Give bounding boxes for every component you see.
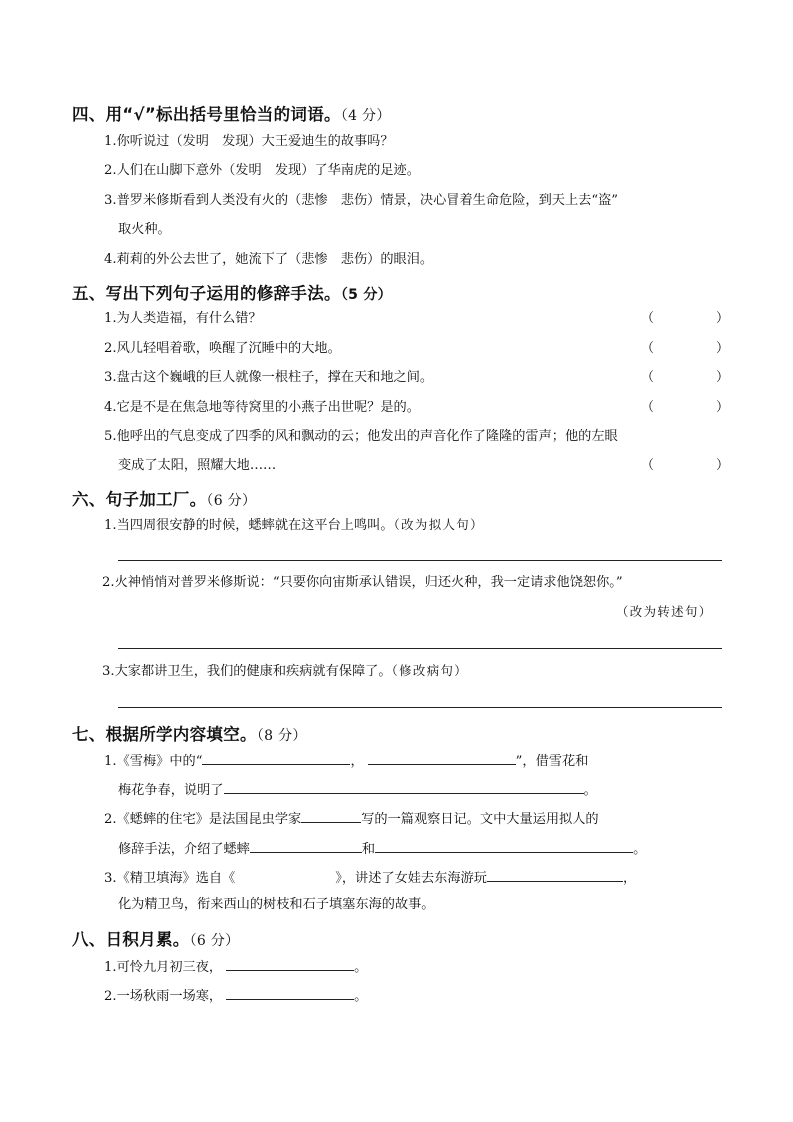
s7-item-1-text-a: 1.《雪梅》中的“ <box>104 754 203 769</box>
s7-item-1-text-e: 。 <box>583 783 597 798</box>
section-7-heading <box>72 721 307 745</box>
s5-item-4: 4.它是不是在焦急地等待窝里的小燕子出世呢？是的。 <box>104 400 420 415</box>
s5-item-2: 2.风儿轻唱着歌，唤醒了沉睡中的大地。 <box>104 341 341 356</box>
section-5-title: 五、写出下列句子运用的修辞手法。 <box>72 284 341 303</box>
s5-item-1: 1.为人类造福，有什么错？ <box>104 311 262 326</box>
s4-item-4: 4.莉莉的外公去世了，她流下了（悲惨 悲伤）的眼泪。 <box>104 252 434 267</box>
s8-item-2-text: 2.一场秋雨一场寒， <box>104 989 223 1004</box>
fill-blank[interactable] <box>202 750 350 765</box>
s7-item-2-cont <box>118 838 646 859</box>
s6-item-3-text: 3.大家都讲卫生，我们的健康和疾病就有保障了。 <box>102 664 392 679</box>
s8-item-1-text: 1.可怜九月初三夜， <box>104 960 223 975</box>
section-8-score: （6 分） <box>189 933 240 949</box>
answer-line[interactable] <box>118 707 722 708</box>
section-7-score: （8 分） <box>256 728 307 744</box>
s7-item-2-text-d: 和 <box>361 842 376 857</box>
s7-item-2-text-b: 写的一篇观察日记。文中大量运用拟人的 <box>361 812 599 827</box>
s7-item-3-text-b: 》，讲述了女娃去东海游玩 <box>335 871 487 886</box>
s7-item-3-text-c: ， <box>622 871 637 886</box>
s7-item-1-text-d: 梅花争春，说明了 <box>118 783 224 798</box>
s4-item-1: 1.你听说过（发明 发现）大王爱迪生的故事吗？ <box>104 134 394 149</box>
s5-item-5: 5.他呼出的气息变成了四季的风和飘动的云；他发出的声音化作了隆隆的雷声；他的左眼 <box>104 429 618 444</box>
fill-blank[interactable] <box>226 985 354 1000</box>
fill-blank[interactable] <box>224 779 584 794</box>
fill-blank[interactable] <box>301 808 361 823</box>
s8-item-2-end: 。 <box>354 989 368 1004</box>
s7-item-1-text-c: ”，借雪花和 <box>515 754 589 769</box>
fill-blank[interactable] <box>375 838 633 853</box>
s7-item-2-text-a: 2.《蟋蟀的住宅》是法国昆虫学家 <box>104 812 302 827</box>
s6-item-2-instruction: （改为转述句） <box>616 604 713 619</box>
s5-item-3: 3.盘古这个巍峨的巨人就像一根柱子，撑在天和地之间。 <box>104 370 434 385</box>
s8-item-2 <box>104 985 367 1006</box>
section-4-title: 四、用“√”标出括号里恰当的词语。 <box>72 105 341 124</box>
answer-paren-open: （ <box>641 370 655 385</box>
s7-item-3 <box>104 867 636 888</box>
s7-item-1-text-b: ， <box>350 754 364 769</box>
answer-line[interactable] <box>118 648 722 649</box>
answer-paren-open: （ <box>641 341 655 356</box>
answer-paren-close: ） <box>716 341 730 356</box>
s4-item-3: 3.普罗米修斯看到人类没有火的（悲惨 悲伤）情景，决心冒着生命危险，到天上去“盗” <box>104 193 618 208</box>
s6-item-1-text: 1.当四周很安静的时候，蟋蟀就在这平台上鸣叫。 <box>104 518 394 533</box>
s7-item-2 <box>104 808 599 829</box>
fill-blank[interactable] <box>487 867 623 882</box>
s7-item-1 <box>104 750 588 771</box>
answer-paren-close: ） <box>716 370 730 385</box>
section-8-heading <box>72 926 239 950</box>
s5-item-5-cont: 变成了太阳，照耀大地…… <box>118 458 277 473</box>
section-4-heading <box>72 101 391 125</box>
s7-item-2-text-e: 。 <box>633 842 647 857</box>
answer-paren-open: （ <box>641 311 655 326</box>
section-4-score: （4 分） <box>340 108 391 124</box>
section-6-score: （6 分） <box>206 493 257 509</box>
s7-item-3-cont: 化为精卫鸟，衔来西山的树枝和石子填塞东海的故事。 <box>118 897 435 912</box>
section-7-title: 七、根据所学内容填空。 <box>72 725 257 744</box>
s7-item-2-text-c: 修辞手法，介绍了蟋蟀 <box>118 842 250 857</box>
section-5-heading <box>72 280 392 304</box>
fill-blank[interactable] <box>368 750 516 765</box>
s7-item-3-text-a: 3.《精卫填海》选自《 <box>104 871 236 886</box>
answer-paren-open: （ <box>641 400 655 415</box>
section-6-title: 六、句子加工厂。 <box>72 490 207 509</box>
s8-item-1 <box>104 956 367 977</box>
s6-item-1-instruction: （改为拟人句） <box>393 517 484 532</box>
s6-item-2: 2.火神悄悄对普罗米修斯说：“只要你向宙斯承认错误，归还火种，我一定请求他饶恕你。” <box>102 575 623 590</box>
s7-item-1-cont <box>118 779 597 800</box>
s6-item-3 <box>102 662 468 681</box>
answer-paren-close: ） <box>716 458 730 473</box>
fill-blank[interactable] <box>226 956 354 971</box>
answer-line[interactable] <box>118 560 722 561</box>
s8-item-1-end: 。 <box>354 960 368 975</box>
answer-paren-close: ） <box>716 400 730 415</box>
section-6-heading <box>72 486 256 510</box>
s4-item-3-cont: 取火种。 <box>118 222 171 237</box>
fill-blank[interactable] <box>250 838 362 853</box>
s4-item-2: 2.人们在山脚下意外（发明 发现）了华南虎的足迹。 <box>104 163 420 178</box>
s6-item-3-instruction: （修改病句） <box>391 663 469 678</box>
answer-paren-open: （ <box>641 458 655 473</box>
section-8-title: 八、日积月累。 <box>72 930 190 949</box>
s6-item-1 <box>104 516 484 535</box>
section-5-score: （5 分） <box>340 287 392 303</box>
answer-paren-close: ） <box>716 311 730 326</box>
